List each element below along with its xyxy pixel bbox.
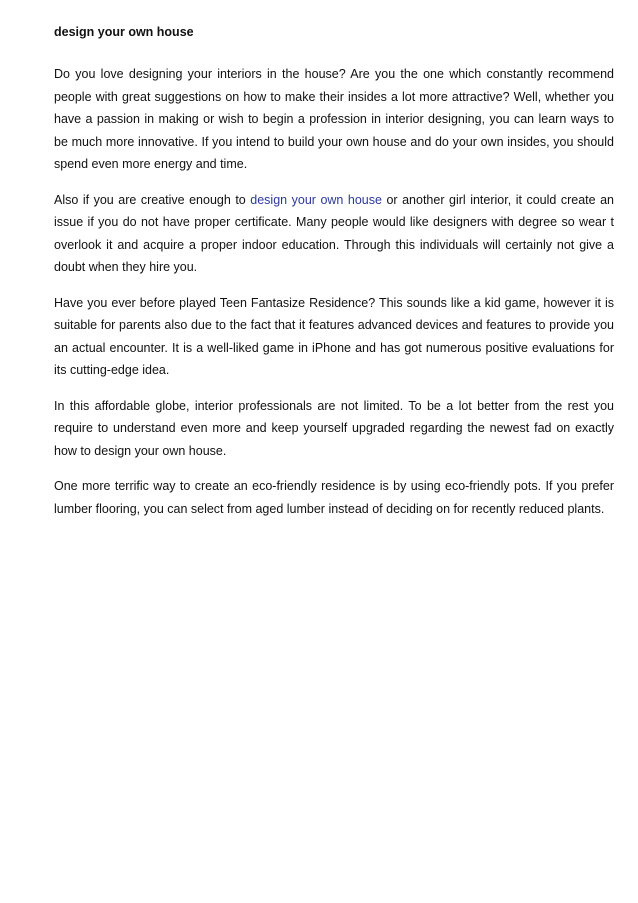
paragraph-2-text-before: Also if you are creative enough to (54, 192, 251, 207)
document-page (54, 22, 614, 533)
design-your-own-house-link[interactable]: design your own house (250, 192, 382, 207)
document-title: design your own house (54, 25, 194, 39)
paragraph-1: Do you love designing your interiors in the house? Are you the one which constantly recommend people with great suggestions on how to make their insides a lot more attractive? Well, whether you have a passion in making or wish to begin a profession in interior designing, you can learn ways to be much more innovative. If you intend to build your own house and do your own insides, you should spend even more energy and time. (54, 67, 614, 171)
paragraph-2-text-after: or another girl interior, it could create an issue if you do not have proper certificate. Many people would like designers with degree so wear t overlook it and acquire a proper indoor education. Through this individuals will certainly not give a doubt when they hire you. (54, 192, 615, 274)
paragraph-4: In this affordable globe, interior professionals are not limited. To be a lot better from the rest you require to understand even more and keep yourself upgraded regarding the newest fad on exactly how to design your own house. (54, 398, 614, 458)
paragraph-2 (54, 189, 614, 279)
paragraph-3: Have you ever before played Teen Fantasize Residence? This sounds like a kid game, however it is suitable for parents also due to the fact that it features advanced devices and features to provide you an actual encounter. It is a well-liked game in iPhone and has got numerous positive evaluations for its cutting-edge idea. (54, 295, 614, 377)
paragraph-5: One more terrific way to create an eco-friendly residence is by using eco-friendly pots. If you prefer lumber flooring, you can select from aged lumber instead of deciding on for recently reduced plants. (54, 479, 614, 516)
